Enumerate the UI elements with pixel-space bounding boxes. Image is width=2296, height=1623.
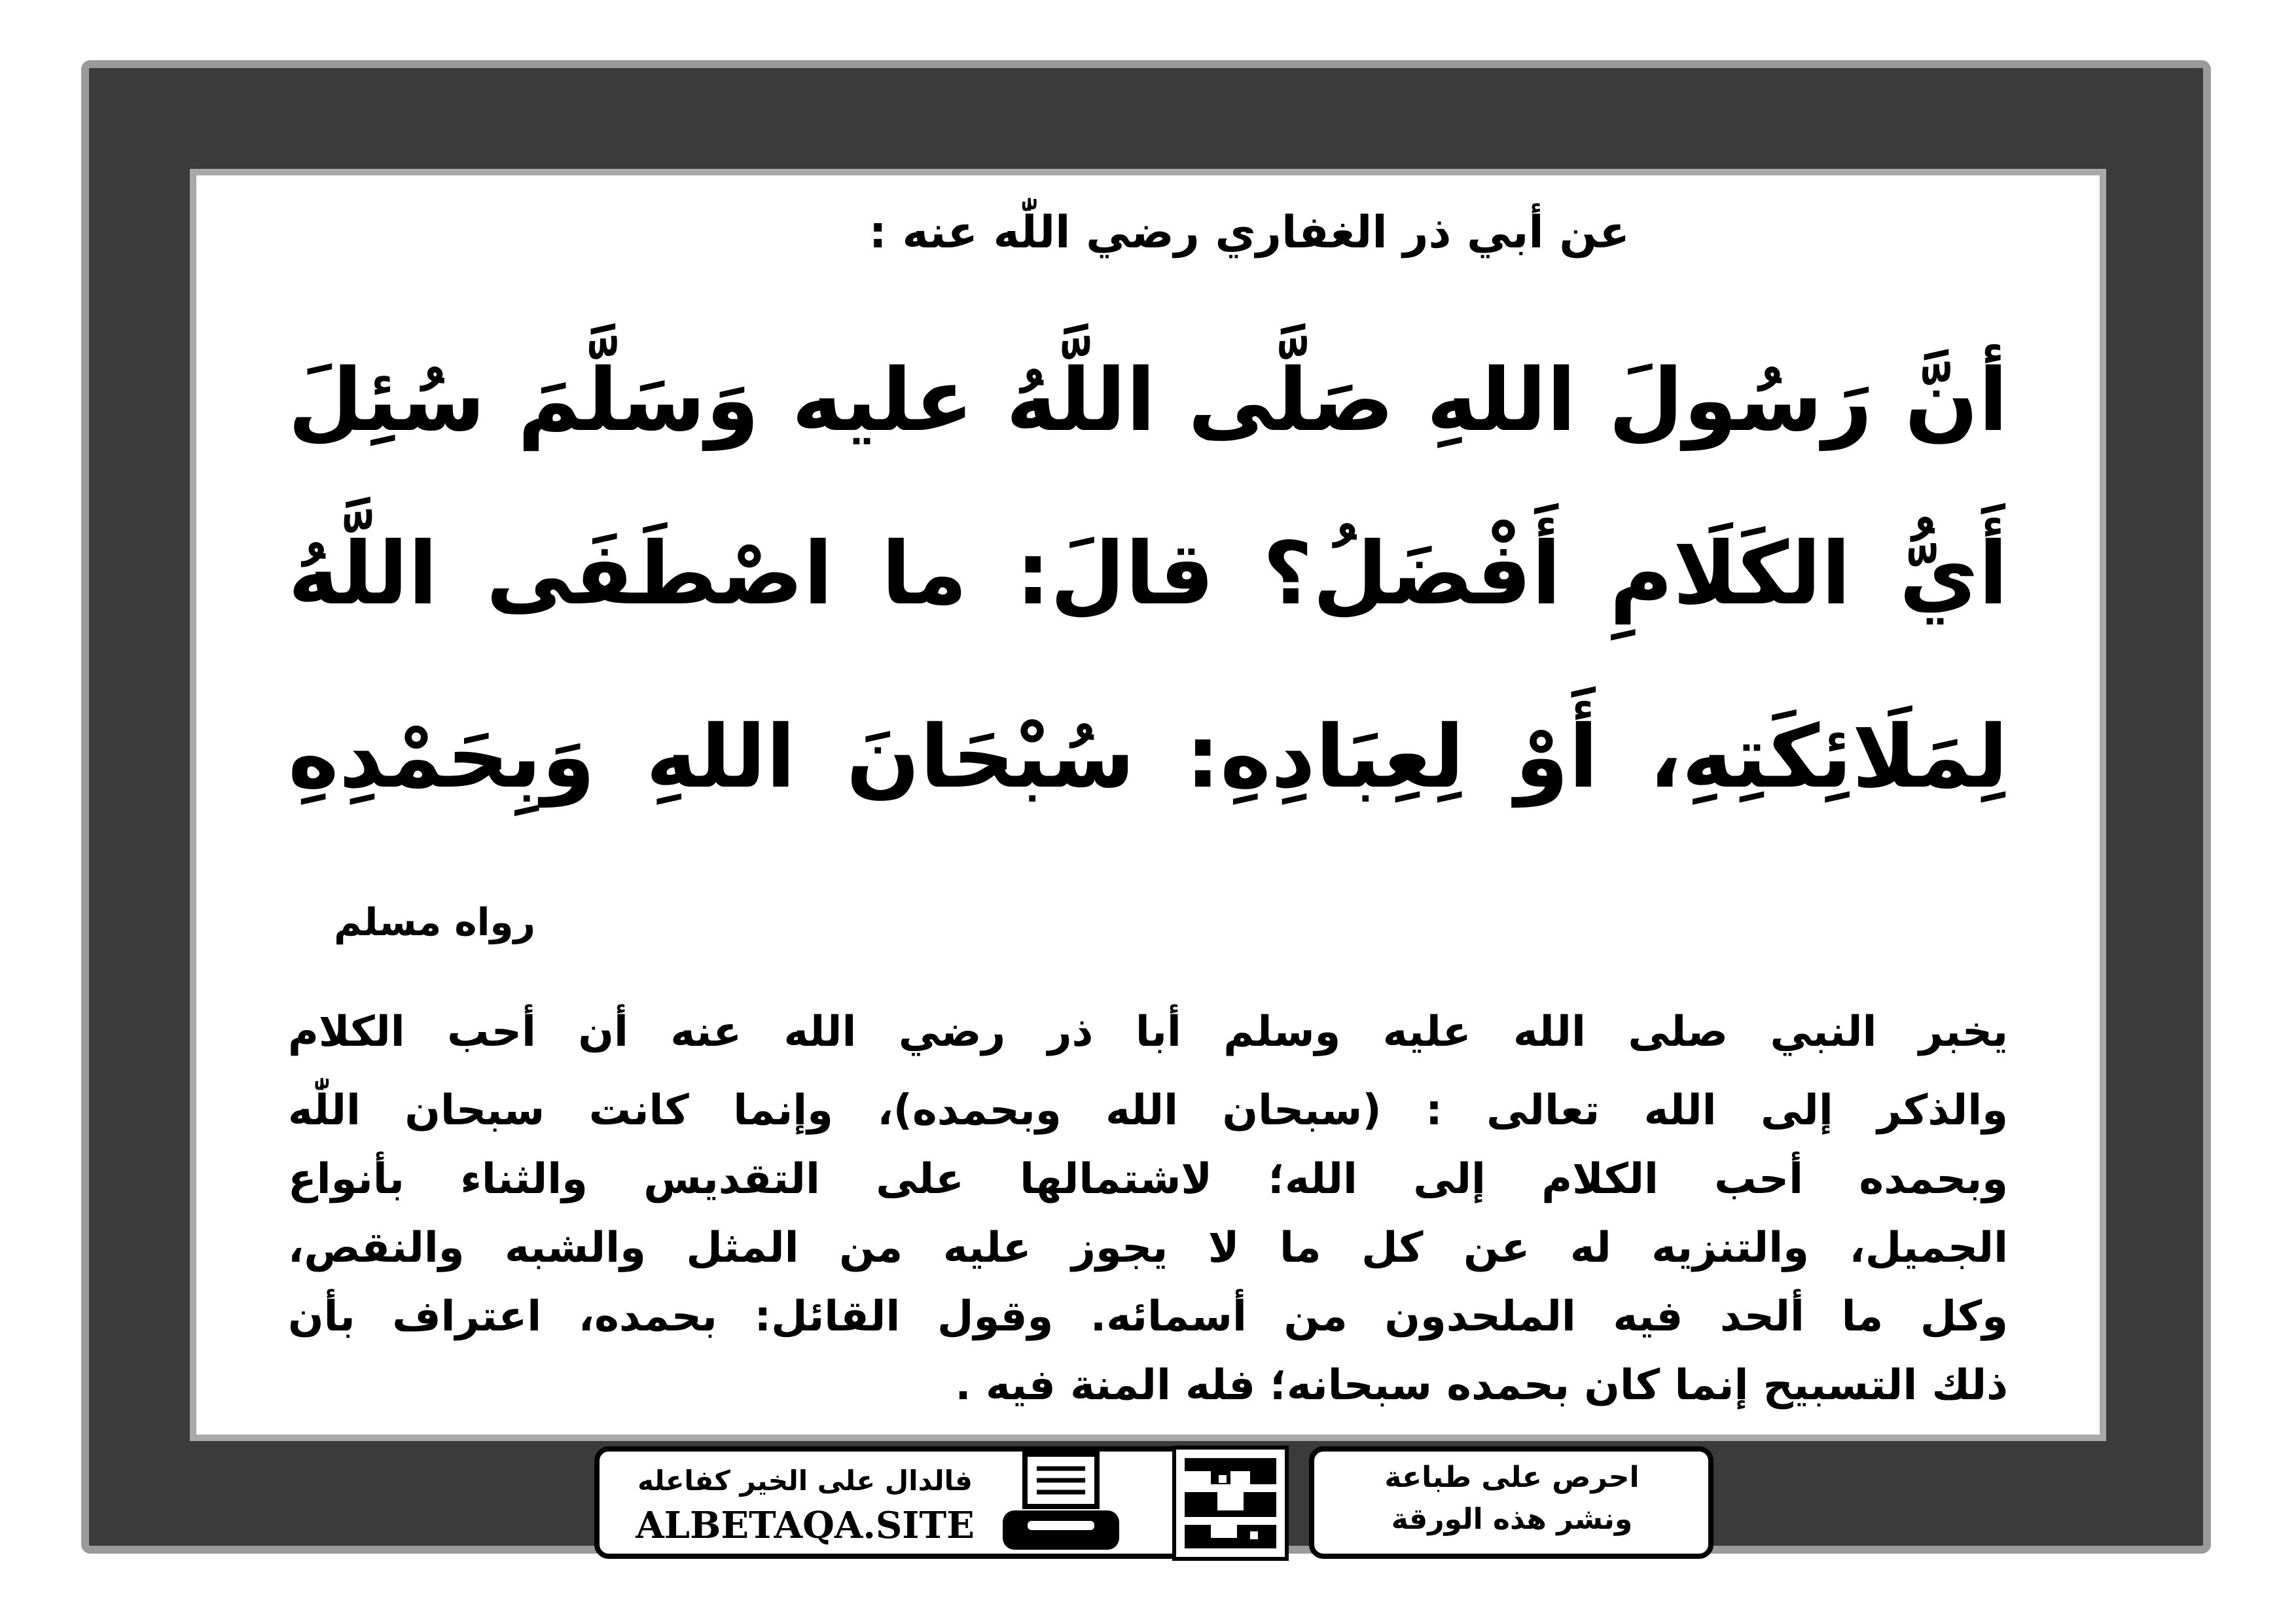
footer-site-link[interactable]: ALBETAQA.SITE xyxy=(636,1504,975,1547)
printer-icon xyxy=(999,1450,1123,1555)
explanation-line: وكل ما ألحد فيه الملحدون من أسمائه. وقول القائل: بحمده، اعتراف بأن xyxy=(288,1293,2008,1341)
hadith-line: أنَّ رَسُولَ اللهِ صَلَّى اللَّهُ عليه وَسَلَّمَ سُئِلَ xyxy=(288,350,2008,451)
explanation-line: وبحمده أحب الكلام إلى الله؛ لاشتمالها على التقديس والثناء بأنواع xyxy=(288,1155,2008,1204)
hadith-source: رواه مسلم xyxy=(334,900,535,944)
explanation-line: الجميل، والتنزيه له عن كل ما لا يجوز عليه من المثل والشبه والنقص، xyxy=(288,1224,2008,1272)
footer-slogan: فالدال على الخير كفاعله xyxy=(637,1465,973,1497)
hadith-line: أَيُّ الكَلَامِ أَفْضَلُ؟ قالَ: ما اصْطَفَى اللَّهُ xyxy=(288,524,2008,624)
explanation-line: ذلك التسبيح إنما كان بحمده سبحانه؛ فله المنة فيه . xyxy=(955,1361,2008,1410)
logo-mark xyxy=(1172,1445,1289,1561)
explanation-line: والذكر إلى الله تعالى : (سبحان الله وبحمده)، وإنما كانت سبحان اللّٰه xyxy=(288,1086,2008,1135)
hadith-line: لِمَلَائِكَتِهِ، أَوْ لِعِبَادِهِ: سُبْحَانَ اللهِ وَبِحَمْدِهِ xyxy=(288,707,2008,808)
narrator-line: عن أبي ذر الغفاري رضي اللّٰه عنه : xyxy=(869,207,1630,259)
explanation-line: يخبر النبي صلى الله عليه وسلم أبا ذر رضي الله عنه أن أحب الكلام xyxy=(288,1008,2008,1056)
footer-print-note: ونشر هذه الورقة xyxy=(1391,1503,1633,1536)
footer-print-note: احرص على طباعة xyxy=(1384,1461,1640,1494)
